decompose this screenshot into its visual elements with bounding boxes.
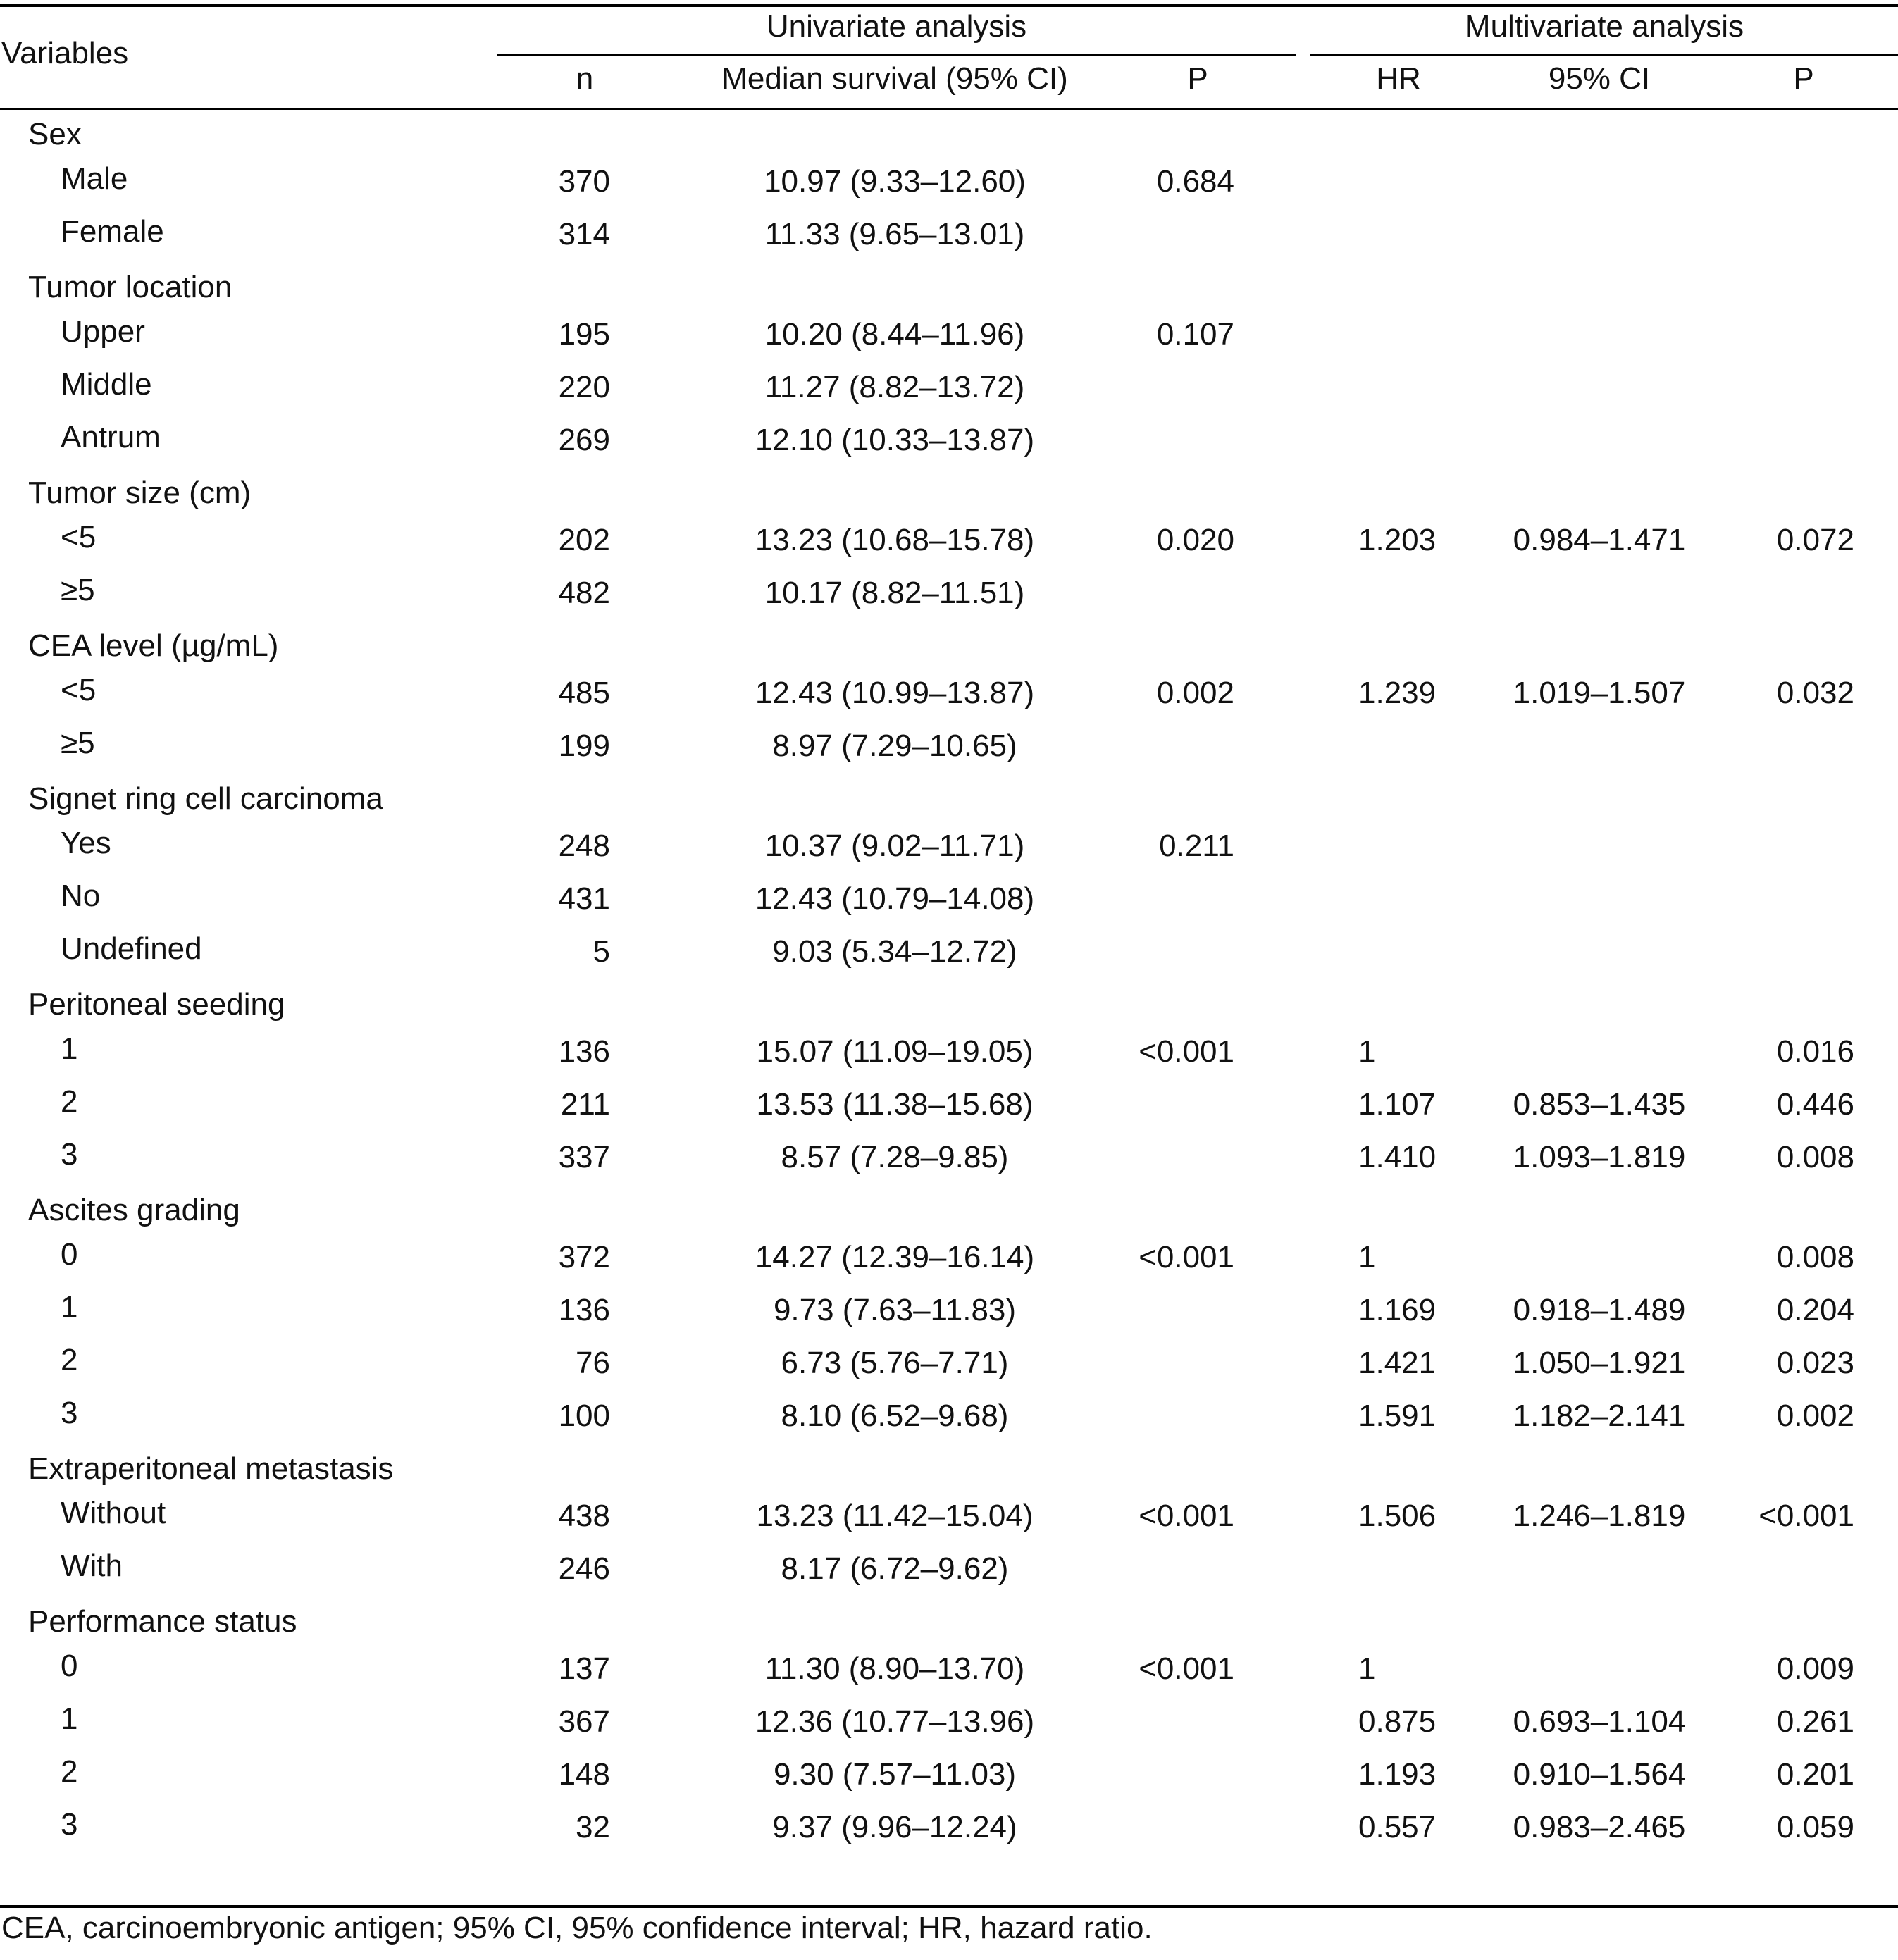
hr-value: 1.506 — [1358, 1499, 1437, 1533]
median-survival-value: 14.27 (12.39–16.14) — [755, 1240, 1035, 1274]
ci-value — [1487, 825, 1712, 867]
row-label: 0 — [61, 1237, 78, 1272]
ci-value: 1.019–1.507 — [1513, 676, 1686, 710]
median-survival-value: 10.20 (8.44–11.96) — [764, 317, 1025, 352]
hr-value: 1.193 — [1358, 1757, 1437, 1792]
n-value: 5 — [593, 934, 610, 969]
ci-value: 0.853–1.435 — [1513, 1087, 1686, 1122]
median-survival-value: 10.97 (9.33–12.60) — [764, 164, 1026, 199]
group-label: Performance status — [28, 1604, 297, 1639]
ci-value — [1487, 931, 1712, 973]
univariate-p-value: 0.107 — [1156, 317, 1234, 352]
univariate-p-value: 0.020 — [1156, 523, 1234, 557]
group-label: Tumor location — [28, 270, 232, 304]
col-header-hr: HR — [1376, 61, 1421, 96]
median-survival-value: 12.36 (10.77–13.96) — [755, 1704, 1035, 1739]
median-survival-value: 8.10 (6.52–9.68) — [781, 1398, 1009, 1433]
multivariate-p-value — [1719, 725, 1854, 767]
col-header-multi-p: P — [1793, 61, 1814, 96]
median-survival-value: 12.43 (10.99–13.87) — [755, 676, 1035, 710]
group-label: Extraperitoneal metastasis — [28, 1451, 394, 1486]
row-label: 1 — [61, 1290, 78, 1325]
row-label: No — [61, 879, 101, 913]
n-value: 148 — [558, 1757, 610, 1792]
n-value: 248 — [558, 829, 610, 863]
univariate-p-value — [1127, 1754, 1234, 1796]
group-label: Peritoneal seeding — [28, 987, 285, 1022]
row-label: 2 — [61, 1754, 78, 1789]
row-label: Upper — [61, 314, 145, 349]
multivariate-p-value — [1719, 572, 1854, 614]
ci-value — [1487, 161, 1712, 203]
univariate-p-value — [1127, 1136, 1234, 1179]
n-value: 370 — [558, 164, 610, 199]
univariate-header: Univariate analysis — [766, 9, 1027, 44]
median-survival-value: 12.43 (10.79–14.08) — [755, 881, 1035, 916]
univariate-underline — [497, 54, 1296, 56]
hr-value: 1.410 — [1358, 1140, 1437, 1174]
univariate-p-value — [1127, 1806, 1234, 1849]
n-value: 367 — [558, 1704, 610, 1739]
n-value: 438 — [558, 1499, 610, 1533]
hr-value: 0.875 — [1358, 1704, 1437, 1739]
row-label: Antrum — [61, 420, 161, 454]
multivariate-p-value: 0.201 — [1776, 1757, 1854, 1792]
median-survival-value: 8.17 (6.72–9.62) — [781, 1551, 1009, 1586]
ci-value — [1487, 419, 1712, 461]
median-survival-value: 11.27 (8.82–13.72) — [764, 370, 1025, 404]
univariate-p-value: <0.001 — [1139, 1651, 1234, 1686]
univariate-p-value — [1127, 1548, 1234, 1590]
ci-value — [1487, 314, 1712, 356]
row-label: 1 — [61, 1031, 78, 1066]
row-label: 2 — [61, 1084, 78, 1119]
multivariate-p-value — [1719, 314, 1854, 356]
col-header-n: n — [576, 61, 594, 96]
hr-value: 1 — [1358, 1651, 1376, 1686]
ci-value — [1487, 725, 1712, 767]
median-survival-value: 13.53 (11.38–15.68) — [756, 1087, 1034, 1122]
median-survival-value: 6.73 (5.76–7.71) — [781, 1346, 1009, 1380]
n-value: 482 — [558, 576, 610, 610]
n-value: 211 — [560, 1087, 610, 1122]
multivariate-p-value: 0.204 — [1776, 1293, 1854, 1327]
median-survival-value: 11.33 (9.65–13.01) — [764, 217, 1025, 252]
row-label: <5 — [61, 673, 97, 707]
hr-value: 1.169 — [1358, 1293, 1437, 1327]
n-value: 337 — [558, 1140, 610, 1174]
ci-value — [1487, 1236, 1712, 1279]
hr-value: 1.239 — [1358, 676, 1437, 710]
multivariate-p-value: 0.023 — [1776, 1346, 1854, 1380]
col-header-p: P — [1187, 61, 1208, 96]
univariate-p-value: <0.001 — [1139, 1240, 1234, 1274]
ci-value — [1487, 1031, 1712, 1073]
row-label: <5 — [61, 520, 97, 554]
ci-value — [1487, 1648, 1712, 1690]
n-value: 100 — [558, 1398, 610, 1433]
multivariate-p-value: 0.008 — [1776, 1240, 1854, 1274]
group-label: CEA level (µg/mL) — [28, 628, 279, 663]
row-label: Male — [61, 161, 128, 196]
row-label: Undefined — [61, 931, 202, 966]
univariate-p-value: <0.001 — [1139, 1034, 1234, 1069]
col-header-ci: 95% CI — [1548, 61, 1651, 96]
group-label: Tumor size (cm) — [28, 476, 252, 510]
univariate-p-value: <0.001 — [1139, 1499, 1234, 1533]
univariate-p-value — [1127, 1084, 1234, 1126]
multivariate-p-value — [1719, 931, 1854, 973]
univariate-p-value — [1127, 725, 1234, 767]
n-value: 202 — [558, 523, 610, 557]
median-survival-value: 13.23 (10.68–15.78) — [755, 523, 1035, 557]
ci-value — [1487, 1548, 1712, 1590]
n-value: 314 — [558, 217, 610, 252]
hr-value: 1 — [1358, 1240, 1376, 1274]
n-value: 269 — [558, 423, 610, 457]
row-label: 0 — [61, 1649, 78, 1683]
multivariate-p-value: 0.032 — [1776, 676, 1854, 710]
median-survival-value: 11.30 (8.90–13.70) — [764, 1651, 1025, 1686]
ci-value — [1487, 878, 1712, 920]
ci-value: 1.050–1.921 — [1513, 1346, 1686, 1380]
median-survival-value: 10.37 (9.02–11.71) — [764, 829, 1025, 863]
ci-value: 1.093–1.819 — [1513, 1140, 1686, 1174]
multivariate-header: Multivariate analysis — [1464, 9, 1744, 44]
multivariate-p-value — [1719, 161, 1854, 203]
univariate-p-value — [1127, 572, 1234, 614]
univariate-p-value — [1127, 1342, 1234, 1384]
univariate-p-value — [1127, 213, 1234, 256]
multivariate-p-value: 0.072 — [1776, 523, 1854, 557]
n-value: 136 — [558, 1034, 610, 1069]
multivariate-p-value — [1719, 878, 1854, 920]
multivariate-p-value: <0.001 — [1759, 1499, 1854, 1533]
median-survival-value: 12.10 (10.33–13.87) — [755, 423, 1035, 457]
multivariate-p-value — [1719, 419, 1854, 461]
hr-value: 1.421 — [1358, 1346, 1437, 1380]
row-label: Without — [61, 1496, 166, 1530]
median-survival-value: 15.07 (11.09–19.05) — [756, 1034, 1034, 1069]
n-value: 372 — [558, 1240, 610, 1274]
multivariate-p-value: 0.002 — [1776, 1398, 1854, 1433]
footnote: CEA, carcinoembryonic antigen; 95% CI, 95% confidence interval; HR, hazard ratio. — [1, 1911, 1153, 1945]
median-survival-value: 13.23 (11.42–15.04) — [756, 1499, 1034, 1533]
univariate-p-value: 0.002 — [1156, 676, 1234, 710]
multivariate-p-value — [1719, 825, 1854, 867]
median-survival-value: 9.73 (7.63–11.83) — [773, 1293, 1017, 1327]
n-value: 32 — [576, 1810, 610, 1844]
multivariate-p-value — [1719, 1548, 1854, 1590]
row-label: 3 — [61, 1396, 78, 1430]
ci-value: 0.984–1.471 — [1513, 523, 1686, 557]
n-value: 485 — [558, 676, 610, 710]
univariate-p-value — [1127, 366, 1234, 409]
univariate-p-value — [1127, 1395, 1234, 1437]
ci-value: 0.983–2.465 — [1513, 1810, 1686, 1844]
col-header-median: Median survival (95% CI) — [721, 61, 1068, 96]
row-label: 2 — [61, 1343, 78, 1377]
multivariate-p-value: 0.016 — [1776, 1034, 1854, 1069]
row-label: With — [61, 1549, 123, 1583]
multivariate-underline — [1310, 54, 1898, 56]
ci-value — [1487, 213, 1712, 256]
ci-value: 0.693–1.104 — [1513, 1704, 1686, 1739]
row-label: 1 — [61, 1701, 78, 1736]
hr-value: 1.203 — [1358, 523, 1437, 557]
median-survival-value: 8.57 (7.28–9.85) — [781, 1140, 1009, 1174]
multivariate-p-value: 0.009 — [1776, 1651, 1854, 1686]
ci-value: 0.918–1.489 — [1513, 1293, 1686, 1327]
univariate-p-value: 0.211 — [1159, 829, 1234, 863]
ci-value — [1487, 572, 1712, 614]
univariate-p-value — [1127, 931, 1234, 973]
hr-value: 1 — [1358, 1034, 1376, 1069]
ci-value: 0.910–1.564 — [1513, 1757, 1686, 1792]
header-bottom-rule — [0, 108, 1898, 110]
median-survival-value: 8.97 (7.29–10.65) — [772, 728, 1017, 763]
row-label: ≥5 — [61, 573, 95, 607]
univariate-p-value: 0.684 — [1156, 164, 1234, 199]
hr-value: 1.591 — [1358, 1398, 1437, 1433]
row-label: Yes — [61, 826, 111, 860]
univariate-p-value — [1127, 1701, 1234, 1743]
row-label: Female — [61, 214, 164, 249]
multivariate-p-value — [1719, 366, 1854, 409]
row-label: Middle — [61, 367, 152, 402]
hr-value: 0.557 — [1358, 1810, 1437, 1844]
univariate-p-value — [1127, 878, 1234, 920]
multivariate-p-value: 0.008 — [1776, 1140, 1854, 1174]
multivariate-p-value: 0.261 — [1776, 1704, 1854, 1739]
n-value: 136 — [558, 1293, 610, 1327]
hr-value: 1.107 — [1358, 1087, 1437, 1122]
row-label: 3 — [61, 1807, 78, 1842]
n-value: 199 — [558, 728, 610, 763]
group-label: Signet ring cell carcinoma — [28, 781, 383, 816]
ci-value: 1.246–1.819 — [1513, 1499, 1686, 1533]
n-value: 220 — [558, 370, 610, 404]
n-value: 76 — [576, 1346, 610, 1380]
multivariate-p-value: 0.059 — [1776, 1810, 1854, 1844]
univariate-p-value — [1127, 419, 1234, 461]
multivariate-p-value: 0.446 — [1776, 1087, 1854, 1122]
n-value: 137 — [558, 1651, 610, 1686]
n-value: 246 — [558, 1551, 610, 1586]
multivariate-p-value — [1719, 213, 1854, 256]
group-label: Ascites grading — [28, 1193, 240, 1227]
variables-header: Variables — [1, 36, 129, 70]
n-value: 431 — [558, 881, 610, 916]
median-survival-value: 9.03 (5.34–12.72) — [772, 934, 1017, 969]
n-value: 195 — [558, 317, 610, 352]
median-survival-value: 9.37 (9.96–12.24) — [772, 1810, 1017, 1844]
row-label: 3 — [61, 1137, 78, 1172]
median-survival-value: 10.17 (8.82–11.51) — [764, 576, 1025, 610]
univariate-p-value — [1127, 1289, 1234, 1332]
ci-value: 1.182–2.141 — [1513, 1398, 1686, 1433]
row-label: ≥5 — [61, 726, 95, 760]
group-label: Sex — [28, 117, 82, 151]
ci-value — [1487, 366, 1712, 409]
median-survival-value: 9.30 (7.57–11.03) — [773, 1757, 1017, 1792]
